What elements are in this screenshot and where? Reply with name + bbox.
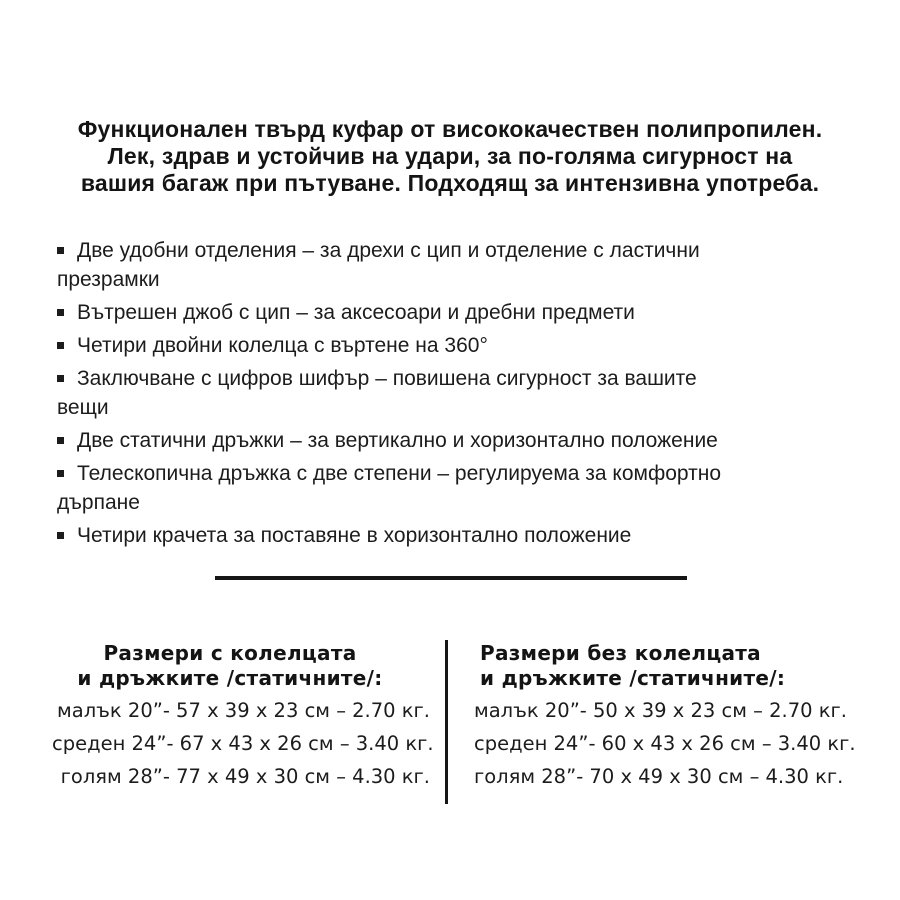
- sizes-with-wheels-rows: [52, 694, 434, 793]
- intro-line-2: Лек, здрав и устойчив на удари, за по-голяма сигурност на: [107, 143, 793, 169]
- feature-item: [57, 236, 737, 294]
- size-row-small: малък 20”- 50 х 39 х 23 см – 2.70 кг.: [474, 699, 847, 722]
- feature-text: Две статични дръжки – за вертикално и хоризонтално положение: [77, 429, 718, 452]
- feature-text: Телескопична дръжка с две степени – регулируема за комфортно дърпане: [57, 462, 722, 514]
- feature-text: Четири крачета за поставяне в хоризонтално положение: [77, 524, 632, 547]
- feature-item: [57, 521, 737, 550]
- size-row-large: голям 28”- 77 х 49 х 30 см – 4.30 кг.: [60, 765, 430, 788]
- feature-item: [57, 331, 737, 360]
- feature-text: Заключване с цифров шифър – повишена сигурност за вашите вещи: [57, 367, 697, 419]
- intro-line-3: вашия багаж при пътуване. Подходящ за интензивна употреба.: [80, 170, 820, 196]
- sizes-without-wheels-heading-line-2: и дръжките /статичните/:: [480, 666, 786, 690]
- feature-item: [57, 426, 737, 455]
- bullet-square-icon: [57, 437, 64, 444]
- sizes-with-wheels-heading-line-1: Размери с колелцата: [103, 641, 357, 665]
- intro-line-1: Функционален твърд куфар от висококачествен полипропилен.: [77, 116, 823, 142]
- feature-item: [57, 459, 737, 517]
- sizes-with-wheels-heading-line-2: и дръжките /статичните/:: [77, 666, 383, 690]
- feature-item: [57, 298, 737, 327]
- bullet-square-icon: [57, 532, 64, 539]
- feature-text: Вътрешен джоб с цип – за аксесоари и дребни предмети: [77, 301, 635, 324]
- bullet-square-icon: [57, 470, 64, 477]
- size-row-medium: среден 24”- 67 х 43 х 26 см – 3.40 кг.: [52, 732, 434, 755]
- bullet-square-icon: [57, 247, 64, 254]
- feature-text: Две удобни отделения – за дрехи с цип и отделение с ластични презрамки: [57, 239, 700, 291]
- bullet-square-icon: [57, 309, 64, 316]
- feature-list: [57, 236, 737, 554]
- intro-paragraph: [0, 116, 900, 197]
- vertical-divider: [445, 640, 448, 804]
- size-row-medium: среден 24”- 60 х 43 х 26 см – 3.40 кг.: [474, 732, 856, 755]
- feature-item: [57, 364, 737, 422]
- size-row-small: малък 20”- 57 х 39 х 23 см – 2.70 кг.: [57, 699, 430, 722]
- bullet-square-icon: [57, 375, 64, 382]
- sizes-without-wheels-heading: [480, 641, 860, 691]
- feature-text: Четири двойни колелца с въртене на 360°: [77, 334, 488, 357]
- sizes-with-wheels-heading: [60, 641, 400, 691]
- sizes-without-wheels-rows: [474, 694, 864, 793]
- horizontal-divider: [215, 576, 687, 580]
- sizes-without-wheels-heading-line-1: Размери без колелцата: [480, 641, 761, 665]
- size-row-large: голям 28”- 70 х 49 х 30 см – 4.30 кг.: [474, 765, 844, 788]
- bullet-square-icon: [57, 342, 64, 349]
